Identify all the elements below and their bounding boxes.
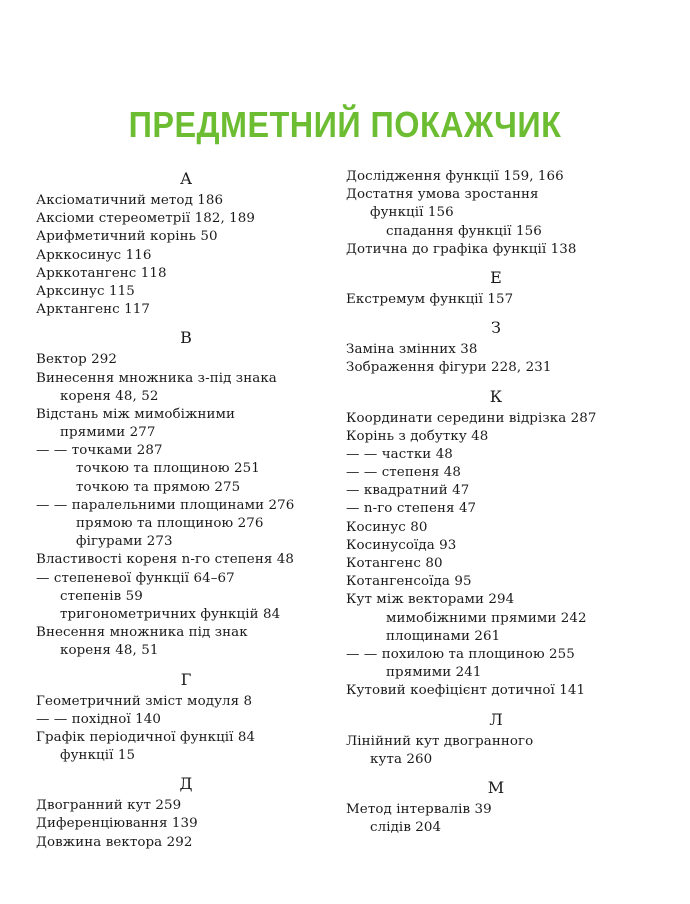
index-entry: Лінійний кут двогранного [346, 733, 534, 749]
section-gap [36, 319, 336, 327]
section-letter: В [180, 328, 192, 348]
index-entry: — — похідної 140 [36, 711, 162, 727]
index-entry: мимобіжними прямими 242 [386, 610, 587, 626]
page-title: ПРЕДМЕТНИЙ ПОКАЖЧИК [128, 104, 562, 145]
index-entry: Відстань між мимобіжними [36, 406, 236, 422]
index-entry: Внесення множника під знак [36, 625, 248, 641]
index-entry: Арифметичний корінь 50 [36, 229, 218, 245]
index-entry: функції 15 [60, 748, 136, 764]
index-entry: Кутовий коефіцієнт дотичної 141 [346, 683, 586, 699]
section-letter: Г [180, 669, 192, 689]
index-entry: Кут між векторами 294 [346, 592, 515, 608]
section-gap [346, 309, 646, 317]
index-entry: фігурами 273 [76, 534, 173, 550]
section-gap [36, 661, 336, 669]
section-letter: К [489, 386, 503, 406]
index-entry: Вектор 292 [36, 352, 117, 368]
index-entry: Заміна змінних 38 [346, 342, 478, 358]
index-entry: точкою та площиною 251 [76, 461, 260, 477]
index-entry: спадання функції 156 [386, 223, 542, 239]
index-entry: Метод інтервалів 39 [346, 801, 492, 817]
section-letter: З [491, 318, 501, 338]
index-entry: Котангенс 80 [346, 556, 443, 571]
index-entry: Геометричний зміст модуля 8 [36, 693, 253, 709]
index-entry: Дотична до графіка функції 138 [346, 241, 577, 257]
index-entry: кута 260 [370, 751, 433, 767]
index-entry: Косинусоїда 93 [346, 537, 457, 553]
index-entry: прямими 241 [386, 665, 482, 681]
index-entry: Диференціювання 139 [36, 816, 198, 832]
index-entry: Котангенсоїда 95 [346, 574, 472, 590]
section-letter: Е [490, 267, 502, 287]
index-column-right [346, 168, 646, 837]
index-entry: прямими 277 [60, 425, 156, 441]
index-entry: — степеневої функції 64–67 [36, 570, 235, 586]
index-entry: — — точками 287 [36, 443, 163, 459]
section-gap [346, 378, 646, 386]
index-entry: Екстремум функції 157 [346, 291, 514, 307]
section-gap [346, 701, 646, 709]
index-entry: Двогранний кут 259 [36, 798, 182, 814]
index-entry: Достатня умова зростання [346, 187, 539, 203]
index-entry: Зображення фігури 228, 231 [346, 360, 552, 376]
section-letter: Д [179, 774, 193, 794]
index-entry: — — частки 48 [346, 446, 453, 462]
index-entry: Корінь з добутку 48 [346, 428, 489, 444]
section-gap [36, 765, 336, 773]
index-entry: — n-го степеня 47 [346, 501, 477, 517]
index-entry: Арккосинус 116 [36, 247, 152, 263]
index-entry: функції 156 [370, 205, 454, 221]
index-entry: Довжина вектора 292 [36, 834, 193, 850]
index-entry: Винесення множника з-під знака [36, 370, 277, 386]
section-letter: Л [489, 709, 503, 729]
index-entry: — квадратний 47 [346, 483, 470, 499]
index-entry: — — паралельними площинами 276 [36, 497, 295, 513]
index-entry: точкою та прямою 275 [76, 479, 241, 495]
section-letter: А [179, 169, 193, 188]
section-gap [346, 259, 646, 267]
index-entry: Координати середини відрізка 287 [346, 410, 597, 426]
index-entry: Аксіоматичний метод 186 [36, 193, 224, 208]
index-entry: кореня 48, 52 [60, 388, 159, 404]
index-entry: площинами 261 [386, 628, 501, 644]
index-entry: слідів 204 [370, 820, 442, 836]
index-entry: степенів 59 [60, 588, 143, 604]
index-entry: — — похилою та площиною 255 [346, 646, 575, 662]
index-entry: Арктангенс 117 [36, 302, 150, 318]
index-entry: Арккотангенс 118 [36, 265, 167, 281]
index-entry: Косинус 80 [346, 519, 428, 535]
index-entry: тригонометричних функцій 84 [60, 606, 281, 622]
index-column-left [36, 168, 336, 852]
index-entry: прямою та площиною 276 [76, 516, 264, 531]
section-letter: М [487, 777, 505, 797]
index-entry: Дослідження функції 159, 166 [346, 169, 564, 184]
index-entry: — — степеня 48 [346, 465, 462, 481]
section-gap [346, 769, 646, 777]
index-entry: Властивості кореня n-го степеня 48 [36, 552, 294, 568]
index-entry: кореня 48, 51 [60, 643, 159, 659]
index-entry: Аксіоми стереометрії 182, 189 [36, 211, 256, 227]
index-entry: Графік періодичної функції 84 [36, 729, 256, 745]
index-entry: Арксинус 115 [36, 283, 135, 299]
